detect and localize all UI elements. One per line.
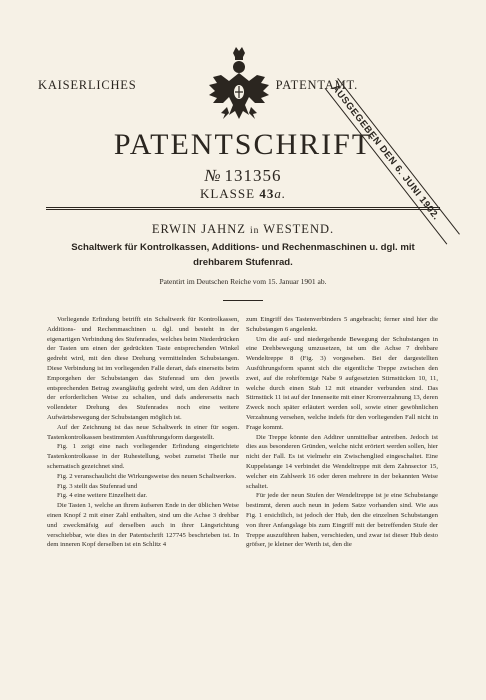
paragraph: Um die auf- und niedergehende Bewegung der Schubstangen in eine Drehbewegung umzusetzen, ist um die Achse 7 drehbare Wendeltreppe 8 (Fig. 3) vorgesehen. Bei der dargestellten Ausführungsform spannt sich die eigentliche Treppe zwischen den zwei, auf die rohrförmige Nabe 9 aufgesetzten Stirnstücken 10, 11, welche durch einen Stab 12 mit einander verbunden sind. Das Stirnstück 11 ist auf der Innenseite mit einer Kronverzahnung 13, deren Zweck noch später erläutert werden soll, sowie einer gewöhnlichen Verzahnung versehen, welche indefs für den vorliegenden Fall nicht in Frage kommt. bbox=[246, 335, 438, 431]
inventor-place: WESTEND. bbox=[263, 222, 335, 236]
class-suffix: a. bbox=[274, 186, 287, 201]
header-left-text: KAISERLICHES bbox=[38, 78, 137, 92]
paragraph: Die Tasten 1, welche an ihrem äufseren Ende in der üblichen Weise einen Knopf 2 mit einer Zahl enthalten, sind um die Achse 3 drehbar und zweckmäfsig auf derselben auch in ihrer Längsrichtung verschiebbar, wie dies in der Patentschrift 127745 beschrieben ist. In dem inneren Kopf derselben ist ein Schlitz 4 bbox=[47, 502, 239, 549]
paragraph: Fig. 3 stellt das Stufenrad und bbox=[57, 482, 138, 490]
document-title: PATENTSCHRIFT bbox=[113, 128, 373, 161]
paragraph: Fig. 1 zeigt eine nach vorliegender Erfindung eingerichtete Tastenkontrolkasse in der Ruhestellung, wobei zumeist Theile nur schematisch gezeichnet sind. bbox=[47, 443, 239, 470]
text-column-left bbox=[47, 315, 239, 550]
paragraph: Fig. 2 veranschaulicht die Wirkungsweise des neuen Schaltwerkes. bbox=[57, 472, 237, 480]
issue-date-stamp: AUSGEGEBEN DEN 6. JUNI 1902. bbox=[325, 78, 460, 244]
text-column-right bbox=[246, 315, 438, 550]
patent-date: Patentirt im Deutschen Reiche vom 15. Januar 1901 ab. bbox=[159, 277, 327, 286]
divider-line bbox=[46, 207, 440, 208]
divider-line bbox=[46, 209, 440, 210]
class-value: 43 bbox=[259, 186, 275, 201]
header-right-text: PATENTAMT. bbox=[275, 78, 358, 92]
inventor-line bbox=[0, 222, 486, 237]
patent-number-value: 131356 bbox=[224, 166, 282, 185]
paragraph: zum Eingriff des Tastenverbinders 5 angebracht; ferner sind hier die Schubstangen 6 angelenkt. bbox=[246, 316, 438, 333]
inventor-name: ERWIN JAHNZ bbox=[151, 222, 246, 236]
paragraph: Vorliegende Erfindung betrifft ein Schaltwerk für Kontrolkassen, Additions- und Rechenmaschinen u. dgl. und besteht in der eigenartigen Verbindung des Stufenrades, welches beim Niederdrücken der Tasten um einen der gedrückten Taste entsprechenden Winkel gedreht wird, mit den diese Drehung vermittelnden Schubstangen. Diese Verbindung ist im vorliegenden Falle derart, dafs einerseits beim Emporgehen der Schubstangen das Stufenrad um den jeweils entsprechenden Betrag zwangläufig gedreht wird, um den Addirer in der erforderlichen Weise zu schalten, und dafs andererseits nach vollendeter Drehung des Stufenrades noch eine weitere Aufwärtsbewegung der Schubstangen möglich ist. bbox=[47, 316, 239, 421]
paragraph: Für jede der neun Stufen der Wendeltreppe ist je eine Schubstange bestimmt, deren auch neun in jedem Satze vorhanden sind. Wie aus Fig. 1 ersichtlich, ist jedoch der Hub, den die einzelnen Schubstangen von ihrer Anfangslage bis zum Eingriff mit der betreffenden Stufe der Treppe auszuführen haben, verschieden, und zwar ist dieser Hub desto gröfser, je kleiner der Werth ist, den die bbox=[246, 492, 438, 549]
office-header bbox=[38, 78, 358, 93]
inventor-in: in bbox=[249, 226, 260, 236]
class-label: KLASSE bbox=[199, 186, 256, 201]
paragraph: Fig. 4 eine weitere Einzelheit dar. bbox=[57, 492, 148, 500]
short-divider bbox=[223, 300, 263, 301]
paragraph: Die Treppe könnte den Addirer unmittelbar antreiben. Jedoch ist dies aus besonderen Gründen, welche nicht erörtert werden sollen, hier nicht der Fall. Es ist vielmehr ein Zwischenglied eingeschaltet. Eine Kuppelstange 14 verbindet die Wendeltreppe mit dem Zahnsector 15, welcher ein Zahlwerk 16 oder deren mehrere in der bekannten Weise schaltet. bbox=[246, 433, 438, 490]
number-symbol: № bbox=[204, 166, 221, 185]
paragraph: Auf der Zeichnung ist das neue Schaltwerk in einer für sogen. Tastenkontrolkassen bestimmten Ausführungsform dargestellt. bbox=[47, 423, 239, 441]
patent-class bbox=[0, 186, 486, 202]
patent-subject: Schaltwerk für Kontrolkassen, Additions- und Rechenmaschinen u. dgl. mit drehbarem Stufenrad. bbox=[71, 242, 415, 268]
patent-number bbox=[0, 166, 486, 186]
imperial-eagle-icon bbox=[207, 45, 271, 127]
